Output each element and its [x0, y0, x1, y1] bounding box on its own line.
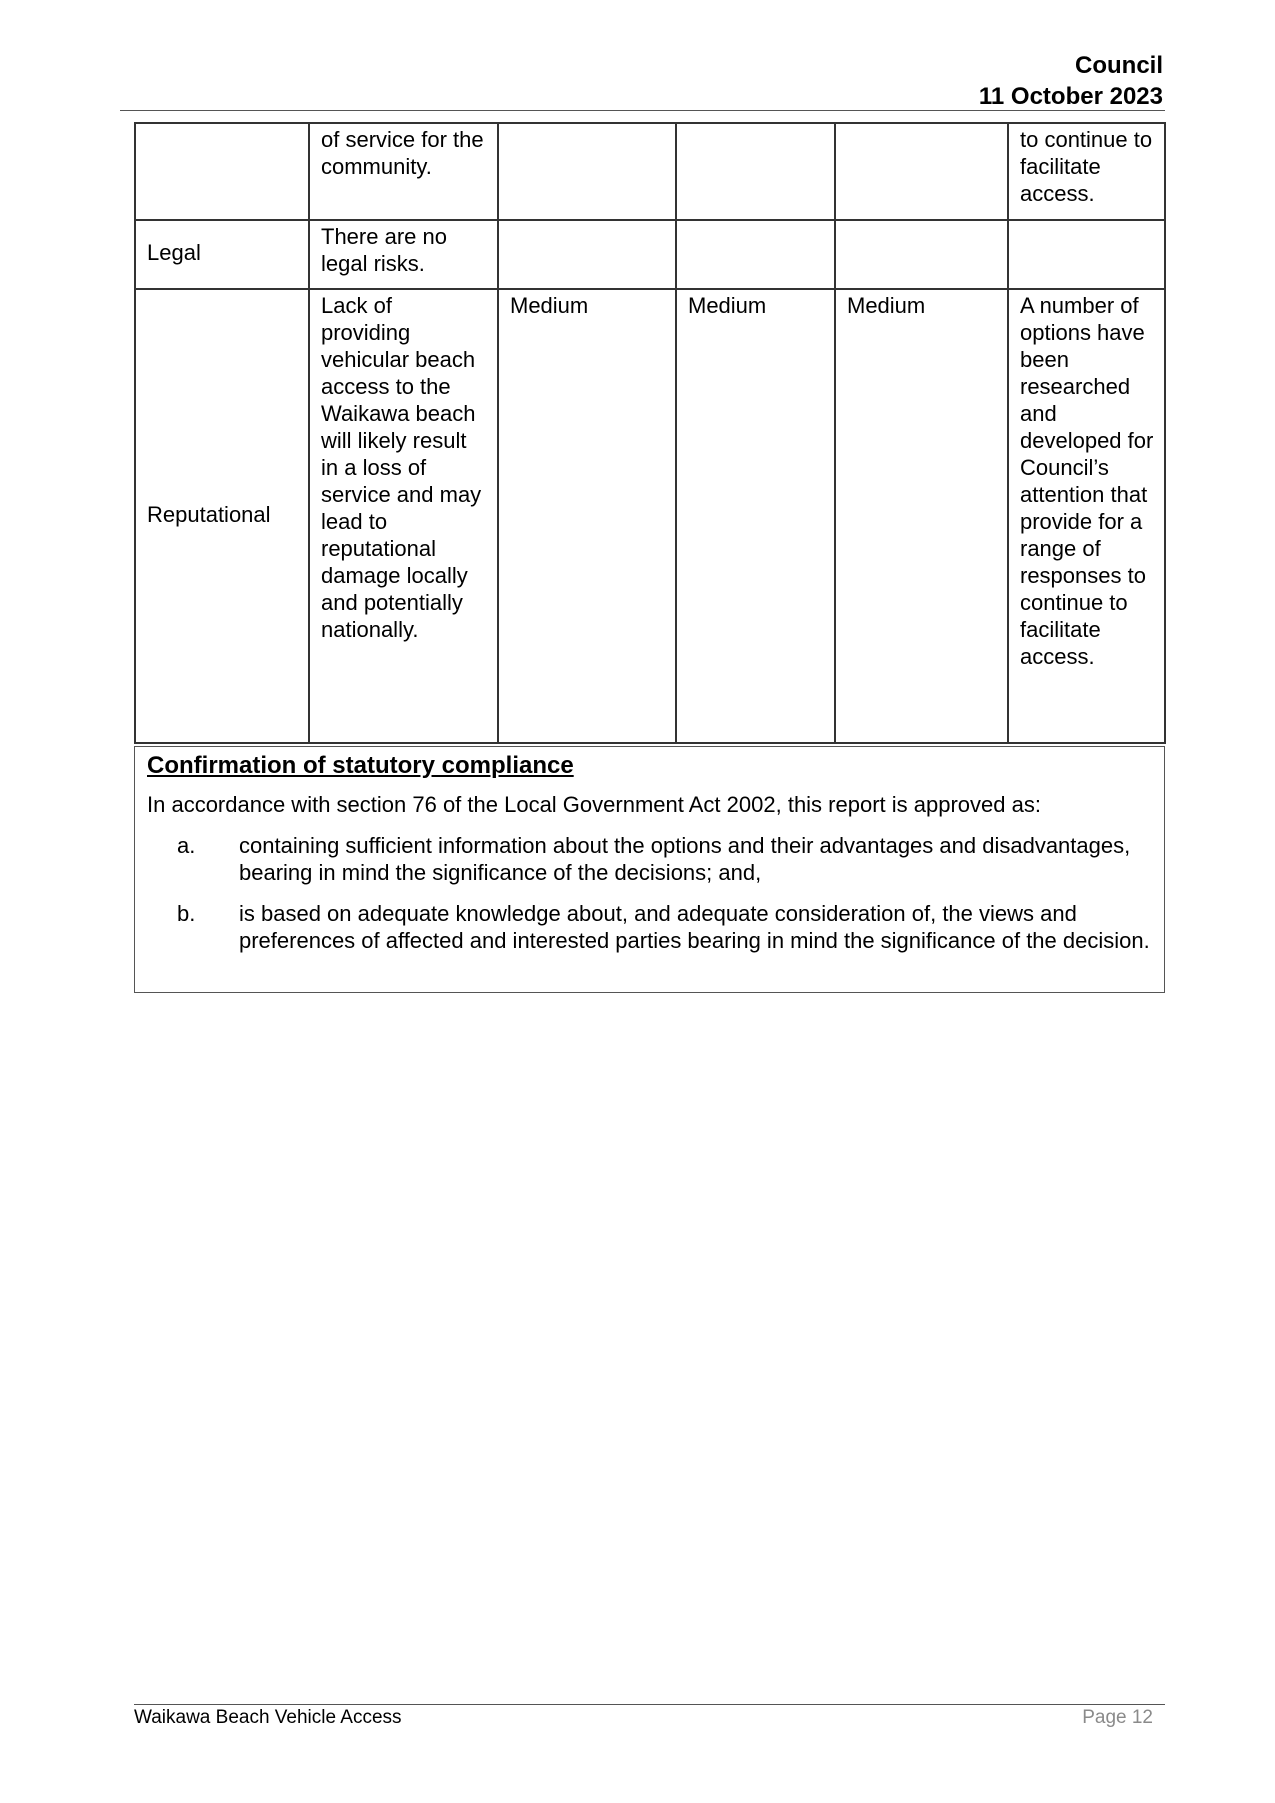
statutory-compliance-box: [134, 746, 1165, 993]
risk-consequence-cell: Medium: [676, 289, 835, 743]
risk-table: [134, 122, 1166, 744]
page-number: Page 12: [1082, 1707, 1153, 1728]
risk-category-cell: [135, 123, 309, 220]
risk-likelihood-cell: [498, 220, 676, 289]
risk-rating-cell: Medium: [835, 289, 1008, 743]
header-divider: [120, 110, 1165, 111]
list-item: [147, 832, 1152, 886]
table-row: [135, 289, 1165, 743]
risk-likelihood-cell: Medium: [498, 289, 676, 743]
list-item: [147, 900, 1152, 954]
risk-rating-cell: [835, 123, 1008, 220]
risk-mitigation-cell: [1008, 220, 1165, 289]
risk-description-cell: Lack of providing vehicular beach access to the Waikawa beach will likely result in a loss of service and may lead to reputational damage locally and potentially nationally.: [309, 289, 498, 743]
risk-likelihood-cell: [498, 123, 676, 220]
risk-mitigation-cell: A number of options have been researched and developed for Council’s attention that provide for a range of responses to continue to facilitate access.: [1008, 289, 1165, 743]
compliance-intro: In accordance with section 76 of the Local Government Act 2002, this report is approved as:: [147, 792, 1041, 817]
risk-mitigation-cell: to continue to facilitate access.: [1008, 123, 1165, 220]
footer-divider: [134, 1704, 1165, 1705]
list-item-text: containing sufficient information about the options and their advantages and disadvantages, bearing in mind the significance of the decisions; and,: [239, 833, 1131, 885]
page-header: [979, 50, 1163, 112]
risk-category-cell: Legal: [135, 220, 309, 289]
risk-rating-cell: [835, 220, 1008, 289]
footer-document-title: Waikawa Beach Vehicle Access: [134, 1707, 402, 1728]
risk-description-cell: There are no legal risks.: [309, 220, 498, 289]
list-item-text: is based on adequate knowledge about, and adequate consideration of, the views and preferences of affected and interested parties bearing in mind the significance of the decision.: [239, 901, 1150, 953]
list-item-letter: b.: [177, 901, 196, 926]
list-item-letter: a.: [177, 833, 196, 858]
risk-consequence-cell: [676, 220, 835, 289]
table-row: [135, 220, 1165, 289]
table-row: [135, 123, 1165, 220]
compliance-title: Confirmation of statutory compliance: [147, 752, 574, 779]
risk-category-cell: Reputational: [135, 289, 309, 743]
risk-description-cell: of service for the community.: [309, 123, 498, 220]
risk-consequence-cell: [676, 123, 835, 220]
header-organisation: Council: [1075, 52, 1163, 79]
header-date: 11 October 2023: [978, 83, 1163, 110]
